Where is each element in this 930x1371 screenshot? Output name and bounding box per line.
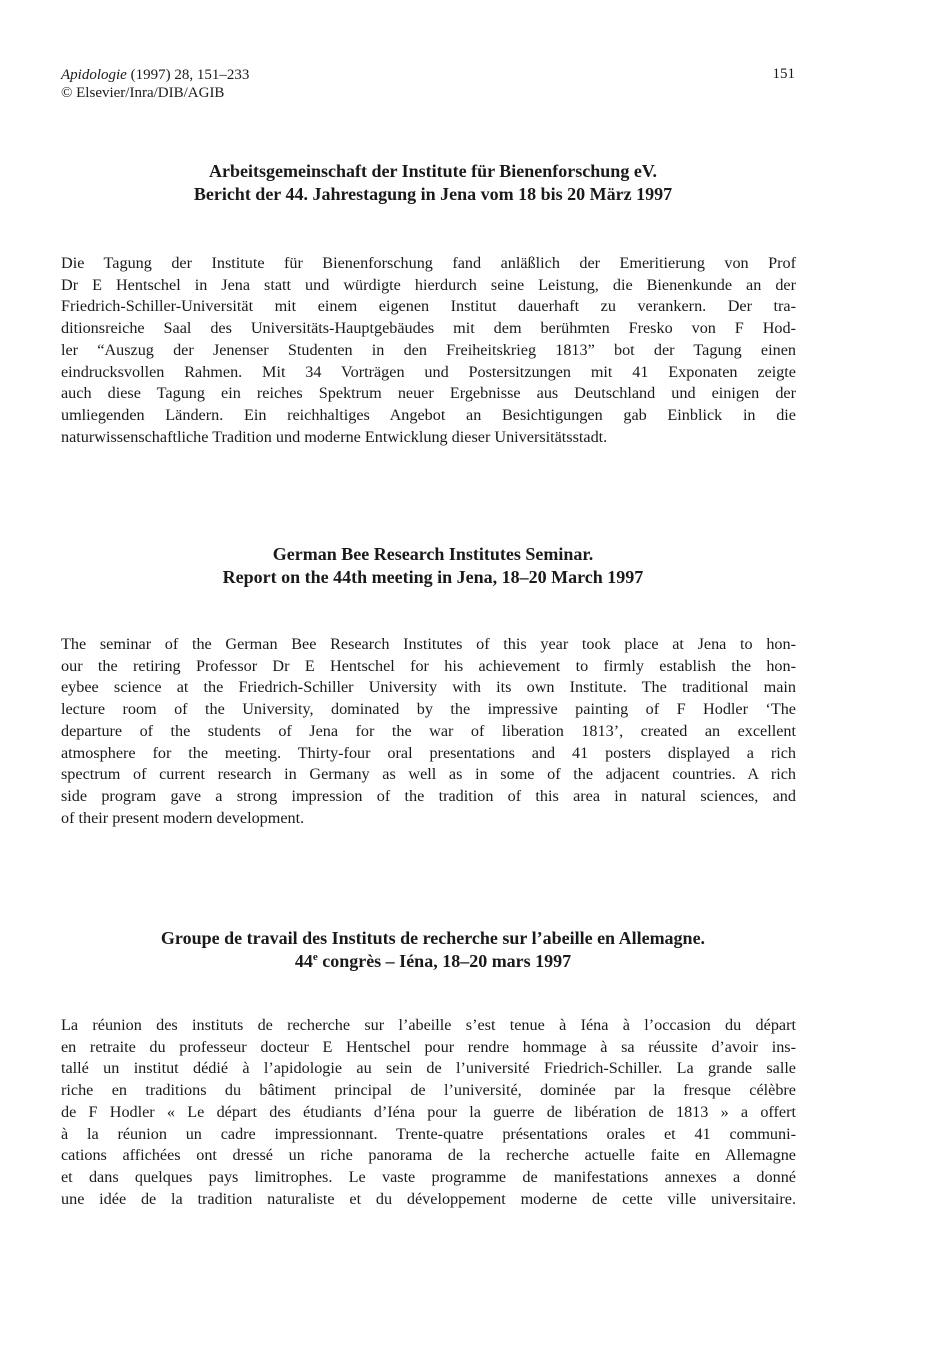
text-line: umliegenden Ländern. Ein reichhaltiges Angebot an Besichtigungen gab Einblick in die xyxy=(61,405,796,424)
copyright-line: © Elsevier/Inra/DIB/AGIB xyxy=(61,85,225,101)
text-line: our the retiring Professor Dr E Hentschel for his achievement to firmly establish the hon- xyxy=(61,656,796,675)
text-line: cations affichées ont dressé un riche panorama de la recherche actuelle faite en Allemagne xyxy=(61,1146,796,1165)
congress-number: 44 xyxy=(294,951,313,971)
text-line: atmosphere for the meeting. Thirty-four oral presentations and 41 posters displayed a rich xyxy=(61,743,796,762)
title-line-2 xyxy=(61,950,805,973)
citation-line xyxy=(61,66,249,84)
text-line: et dans quelques pays limitrophes. Le vaste programme de manifestations annexes a donné xyxy=(61,1167,796,1186)
text-line: Die Tagung der Institute für Bienenforschung fand anläßlich der Emeritierung von Prof xyxy=(61,254,796,272)
text-line: of their present modern development. xyxy=(61,808,305,827)
text-line: de F Hodler « Le départ des étudiants d’Iéna pour la guerre de libération de 1813 » a offert xyxy=(61,1102,796,1121)
page-number: 151 xyxy=(772,66,795,82)
ordinal-superscript: e xyxy=(312,951,318,963)
journal-name: Apidologie xyxy=(61,67,127,83)
paragraph-french xyxy=(61,1015,796,1210)
title-line-1: Groupe de travail des Instituts de recherche sur l’abeille en Allemagne. xyxy=(160,928,706,948)
text-line: en retraite du professeur docteur E Hentschel pour rendre hommage à sa réussite d’avoir ins- xyxy=(61,1037,796,1056)
text-line: side program gave a strong impression of the tradition of this area in natural sciences, and xyxy=(61,786,796,805)
title-line-1: German Bee Research Institutes Seminar. xyxy=(272,544,594,564)
title-line-1: Arbeitsgemeinschaft der Institute für Bienenforschung eV. xyxy=(209,161,657,181)
text-line: Dr E Hentschel in Jena statt und würdigte hierdurch seine Leistung, die Bienenkunde an der xyxy=(61,275,796,294)
text-line: lecture room of the University, dominated by the impressive painting of F Hodler ‘The xyxy=(61,700,796,719)
text-line: ditionsreiche Saal des Universitäts-Hauptgebäudes mit dem berühmten Fresko von F Hod- xyxy=(61,319,796,338)
text-line: spectrum of current research in Germany as well as in some of the adjacent countries. A rich xyxy=(61,765,796,784)
section-title-german xyxy=(61,160,805,206)
paragraph-english xyxy=(61,634,796,829)
section-title-english xyxy=(61,543,805,589)
text-line: ler “Auszug der Jenenser Studenten in den Freiheitskrieg 1813” bot der Tagung einen xyxy=(61,340,796,359)
text-line: eindrucksvollen Rahmen. Mit 34 Vorträgen und Postersitzungen mit 41 Exponaten zeigte xyxy=(61,362,796,381)
text-line: Friedrich-Schiller-Universität mit einem eigenen Institut dauerhaft zu verankern. Der tra- xyxy=(61,297,796,316)
title-line-2: Bericht der 44. Jahrestagung in Jena vom 18 bis 20 März 1997 xyxy=(193,184,673,204)
text-line: The seminar of the German Bee Research Institutes of this year took place at Jena to hon- xyxy=(61,635,796,653)
section-title-french xyxy=(61,927,805,973)
text-line: La réunion des instituts de recherche sur l’abeille s’est tenue à Iéna à l’occasion du départ xyxy=(61,1016,796,1034)
paragraph-german xyxy=(61,253,796,448)
text-line: tallé un institut dédié à l’apidologie au sein de l’université Friedrich-Schiller. La grande salle xyxy=(61,1059,796,1078)
text-line: eybee science at the Friedrich-Schiller University with its own Institute. The traditional main xyxy=(61,678,796,697)
journal-header xyxy=(61,66,249,102)
congress-details: congrès – Iéna, 18–20 mars 1997 xyxy=(317,951,572,971)
text-line: riche en traditions du bâtiment principal de l’université, dominée par la fresque célèbre xyxy=(61,1081,796,1100)
text-line: departure of the students of Jena for the war of liberation 1813’, created an excellent xyxy=(61,721,796,740)
title-line-2: Report on the 44th meeting in Jena, 18–20 March 1997 xyxy=(222,567,644,587)
text-line: à la réunion un cadre impressionnant. Trente-quatre présentations orales et 41 communi- xyxy=(61,1124,796,1143)
journal-citation: (1997) 28, 151–233 xyxy=(126,67,250,83)
text-line: auch diese Tagung ein reiches Spektrum neuer Ergebnisse aus Deutschland und einigen der xyxy=(61,384,796,403)
text-line: naturwissenschaftliche Tradition und moderne Entwicklung dieser Universitätsstadt. xyxy=(61,427,608,446)
text-line: une idée de la tradition naturaliste et du développement moderne de cette ville universitaire. xyxy=(61,1189,796,1208)
